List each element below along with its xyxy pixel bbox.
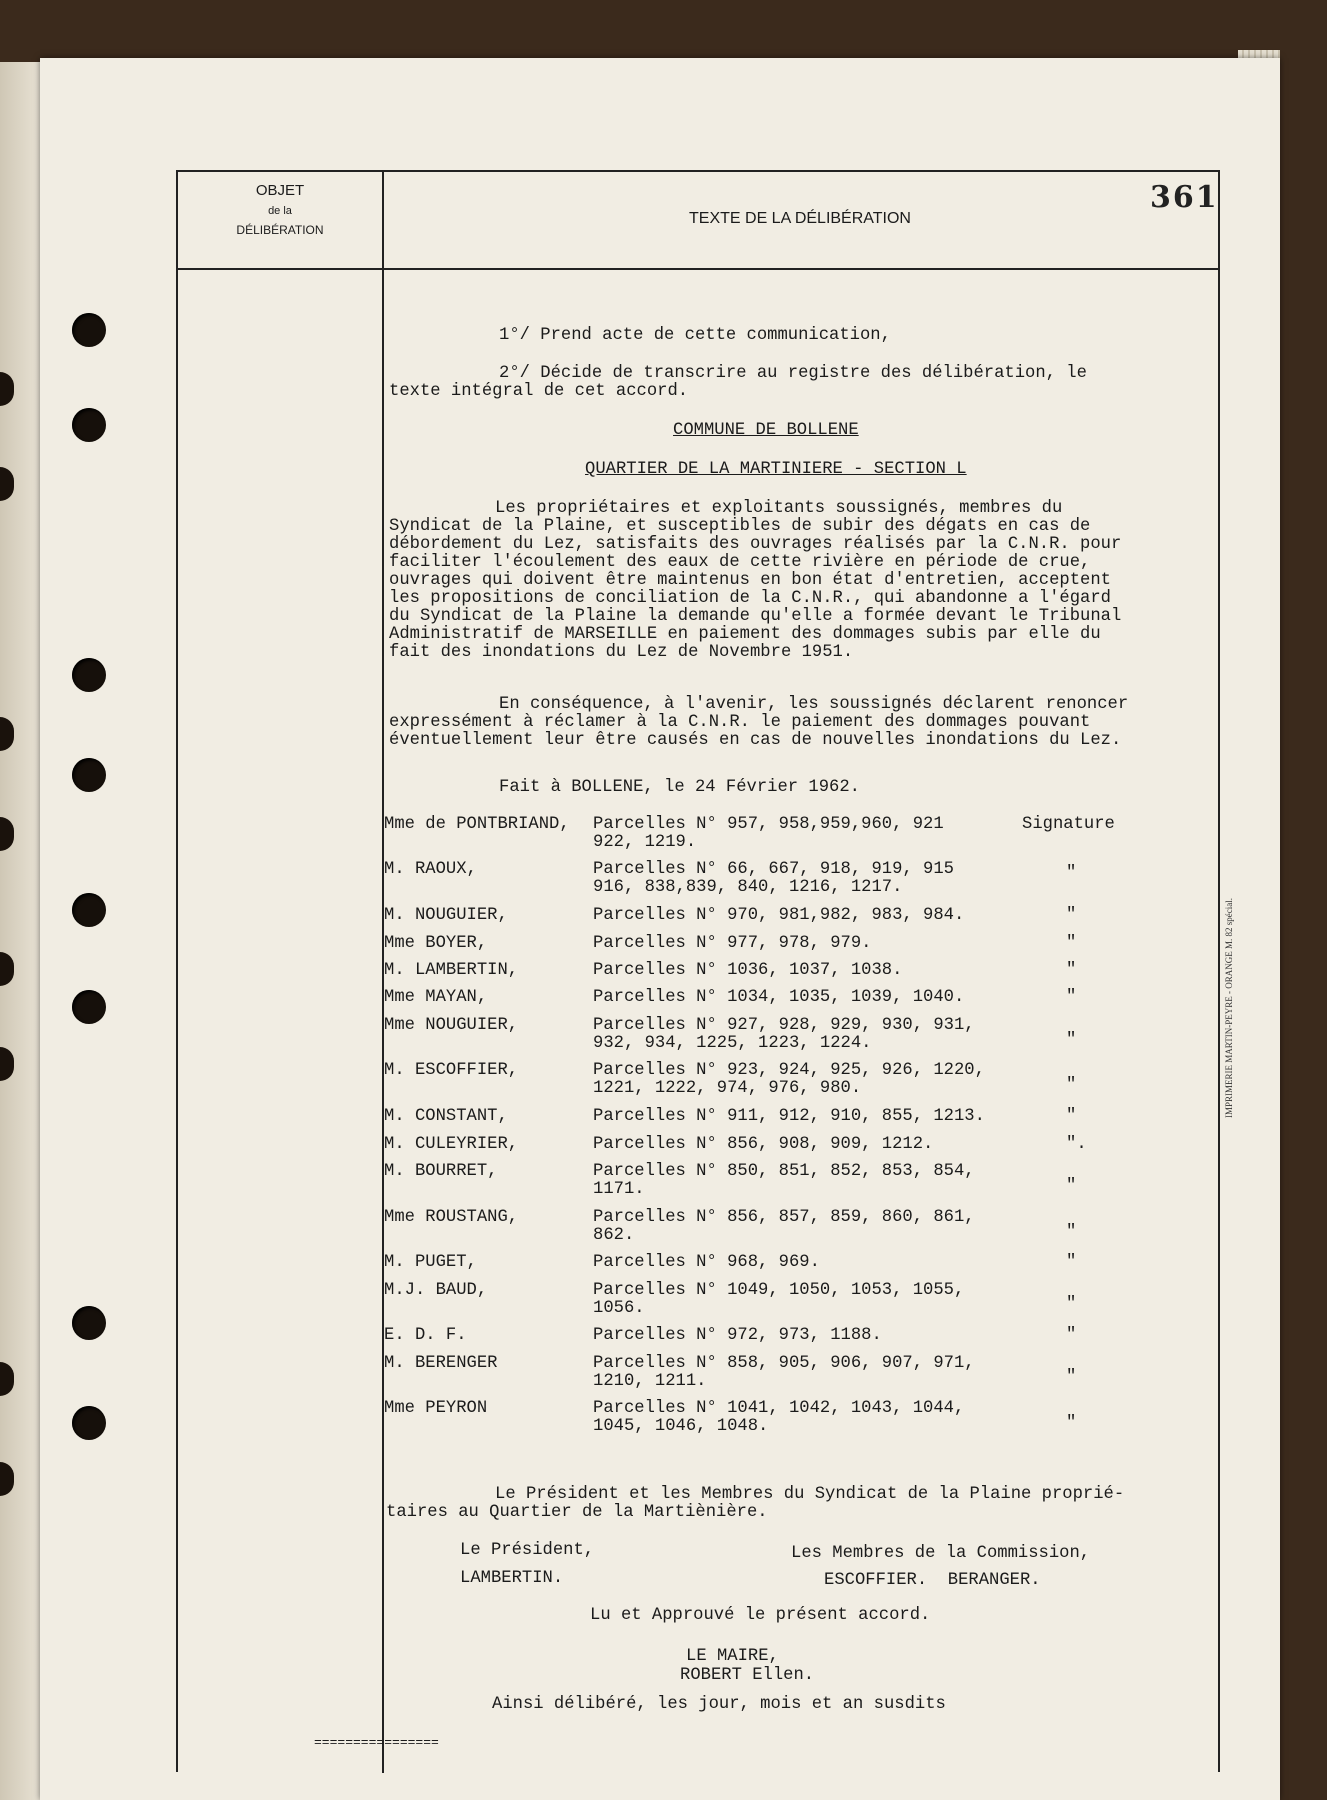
page-number: 361 (1150, 180, 1219, 215)
signatory-name: M. LAMBERTIN, (384, 961, 519, 980)
parcel-line: Parcelles N° 970, 981,982, 983, 984. (593, 906, 965, 925)
signatory-name: M. BERENGER (384, 1354, 498, 1373)
parcel-line: Parcelles N° 911, 912, 910, 855, 1213. (593, 1107, 985, 1126)
signatory-name: E. D. F. (384, 1326, 467, 1345)
parcel-line: Parcelles N° 1041, 1042, 1043, 1044, (593, 1399, 965, 1418)
signature-mark: " (1066, 1223, 1077, 1242)
punch-hole (72, 758, 106, 792)
signature-mark: " (1066, 1368, 1077, 1387)
lu-approuve: Lu et Approuvé le présent accord. (590, 1606, 931, 1625)
parcel-line: Parcelles N° 968, 969. (593, 1253, 820, 1272)
parcel-line: 922, 1219. (593, 833, 697, 852)
parcel-line: Parcelles N° 1036, 1037, 1038. (593, 961, 903, 980)
parcel-line: 1056. (593, 1299, 645, 1318)
signature-column-header: Signature (1022, 815, 1115, 834)
parcel-line: Parcelles N° 957, 958,959,960, 921 (593, 815, 944, 834)
punch-hole (72, 1306, 106, 1340)
paragraph-line: Les propriétaires et exploitants soussignés, membres du (495, 499, 1063, 518)
president-name: LAMBERTIN. (460, 1569, 564, 1588)
signatory-name: M. NOUGUIER, (384, 906, 508, 925)
parcel-line: 862. (593, 1226, 635, 1245)
parcel-line: Parcelles N° 856, 857, 859, 860, 861, (593, 1208, 975, 1227)
punch-hole (72, 313, 106, 347)
signatory-name: Mme BOYER, (384, 934, 488, 953)
header-divider (176, 268, 1220, 270)
signatory-name: M. CONSTANT, (384, 1107, 508, 1126)
punch-hole (0, 952, 14, 986)
signature-mark: " (1066, 1076, 1077, 1095)
intro-point-2-line1: 2°/ Décide de transcrire au registre des délibération, le (499, 364, 1087, 383)
signatory-name: M. BOURRET, (384, 1162, 498, 1181)
parcel-line: 916, 838,839, 840, 1216, 1217. (593, 878, 903, 897)
paragraph-line: faciliter l'écoulement des eaux de cette rivière en période de crue, (389, 553, 1091, 572)
signatory-name: Mme de PONTBRIAND, (384, 815, 570, 834)
members-names: ESCOFFIER. BERANGER. (824, 1571, 1041, 1590)
signatory-name: Mme NOUGUIER, (384, 1016, 519, 1035)
punch-hole (72, 893, 106, 927)
signature-mark: " (1066, 1326, 1077, 1345)
punch-hole (0, 1047, 14, 1081)
printer-mark: IMPRIMERIE MARTIN-PEYRE - ORANGE M. 82 spécial. (1224, 898, 1234, 1118)
punch-hole (72, 408, 106, 442)
parcel-line: Parcelles N° 1049, 1050, 1053, 1055, (593, 1281, 965, 1300)
texte-header: TEXTE DE LA DÉLIBÉRATION (689, 210, 911, 227)
parcel-line: Parcelles N° 856, 908, 909, 1212. (593, 1135, 934, 1154)
parcel-line: Parcelles N° 923, 924, 925, 926, 1220, (593, 1061, 985, 1080)
signature-mark: " (1066, 906, 1077, 925)
maire-name: ROBERT Ellen. (680, 1666, 815, 1685)
signature-mark: ". (1066, 1135, 1087, 1154)
register-page (40, 58, 1280, 1800)
objet-deliberation: DÉLIBÉRATION (236, 223, 324, 237)
signature-mark: " (1066, 934, 1077, 953)
signature-mark: " (1066, 1177, 1077, 1196)
paragraph-line: du Syndicat de la Plaine la demande qu'elle a formée devant le Tribunal (389, 607, 1122, 626)
president-label: Le Président, (460, 1541, 595, 1560)
signatory-name: M. ESCOFFIER, (384, 1061, 519, 1080)
closing-rule: ================ (314, 1735, 439, 1750)
members-label: Les Membres de la Commission, (791, 1544, 1091, 1563)
signature-mark: " (1066, 988, 1077, 1007)
punch-hole (0, 372, 14, 406)
signature-mark: " (1066, 864, 1077, 883)
signatory-name: M. CULEYRIER, (384, 1135, 519, 1154)
paragraph-line: expressément à réclamer à la C.N.R. le paiement des dommages pouvant (389, 713, 1091, 732)
paragraph-line: Administratif de MARSEILLE en paiement des dommages subis par elle du (389, 625, 1101, 644)
parcel-line: Parcelles N° 977, 978, 979. (593, 934, 872, 953)
punch-hole (0, 1462, 14, 1496)
facing-page-edge (0, 62, 40, 1800)
paragraph-line: fait des inondations du Lez de Novembre 1951. (389, 643, 854, 662)
parcel-line: Parcelles N° 972, 973, 1188. (593, 1326, 882, 1345)
signatory-name: M. PUGET, (384, 1253, 477, 1272)
objet-header (178, 182, 382, 237)
punch-hole (0, 817, 14, 851)
parcel-line: Parcelles N° 927, 928, 929, 930, 931, (593, 1016, 975, 1035)
signature-mark: " (1066, 1414, 1077, 1433)
signature-mark: " (1066, 1253, 1077, 1272)
signatory-name: M.J. BAUD, (384, 1281, 488, 1300)
paragraph-line: ouvrages qui doivent être maintenus en bon état d'entretien, acceptent (389, 571, 1111, 590)
closing-line1: Le Président et les Membres du Syndicat de la Plaine proprié- (495, 1485, 1125, 1504)
punch-hole (72, 990, 106, 1024)
objet-de-la: de la (268, 205, 292, 217)
parcel-line: 1171. (593, 1180, 645, 1199)
signature-mark: " (1066, 1295, 1077, 1314)
paragraph-line: débordement du Lez, satisfaits des ouvrages réalisés par la C.N.R. pour (389, 535, 1122, 554)
paragraph-line: En conséquence, à l'avenir, les soussignés déclarent renoncer (499, 695, 1129, 714)
punch-hole (0, 467, 14, 501)
signature-mark: " (1066, 1107, 1077, 1126)
signatory-name: Mme PEYRON (384, 1399, 488, 1418)
parcel-line: 932, 934, 1225, 1223, 1224. (593, 1034, 872, 1053)
maire-label: LE MAIRE, (686, 1647, 779, 1666)
ainsi-delibere: Ainsi délibéré, les jour, mois et an susdits (492, 1695, 946, 1714)
signature-mark: " (1066, 1031, 1077, 1050)
punch-hole (72, 1406, 106, 1440)
paragraph-line: Syndicat de la Plaine, et susceptibles de subir des dégats en cas de (389, 517, 1091, 536)
paragraph-line: les propositions de conciliation de la C.N.R., qui abandonne a l'égard (389, 589, 1111, 608)
punch-hole (0, 717, 14, 751)
parcel-line: 1221, 1222, 974, 976, 980. (593, 1079, 862, 1098)
parcel-line: Parcelles N° 850, 851, 852, 853, 854, (593, 1162, 975, 1181)
parcel-line: Parcelles N° 66, 667, 918, 919, 915 (593, 860, 954, 879)
commune-title: COMMUNE DE BOLLENE (673, 421, 859, 440)
parcel-line: Parcelles N° 858, 905, 906, 907, 971, (593, 1354, 975, 1373)
parcel-line: Parcelles N° 1034, 1035, 1039, 1040. (593, 988, 965, 1007)
intro-point-1: 1°/ Prend acte de cette communication, (499, 326, 891, 345)
intro-point-2-line2: texte intégral de cet accord. (389, 382, 689, 401)
signature-mark: " (1066, 961, 1077, 980)
parcel-line: 1045, 1046, 1048. (593, 1417, 769, 1436)
quartier-title: QUARTIER DE LA MARTINIERE - SECTION L (585, 460, 967, 479)
paragraph-line: éventuellement leur être causés en cas de nouvelles inondations du Lez. (389, 731, 1122, 750)
signatory-name: M. RAOUX, (384, 860, 477, 879)
fait-date: Fait à BOLLENE, le 24 Février 1962. (499, 778, 860, 797)
signatory-name: Mme MAYAN, (384, 988, 488, 1007)
punch-hole (72, 658, 106, 692)
closing-line2: taires au Quartier de la Martiènière. (386, 1503, 768, 1522)
punch-hole (0, 1362, 14, 1396)
objet-label: OBJET (255, 182, 305, 199)
signatory-name: Mme ROUSTANG, (384, 1208, 519, 1227)
parcel-line: 1210, 1211. (593, 1372, 707, 1391)
